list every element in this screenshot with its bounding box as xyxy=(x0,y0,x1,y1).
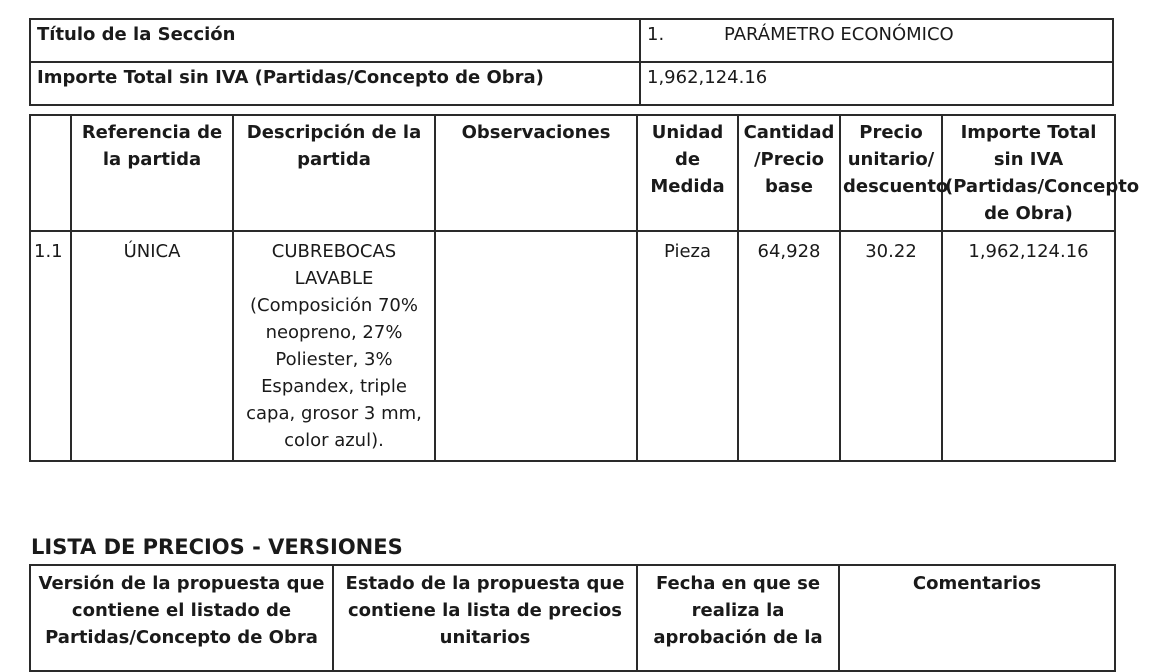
row-unit-price: 30.22 xyxy=(840,231,942,461)
versions-table xyxy=(29,564,1116,672)
section-total-row xyxy=(30,62,1113,105)
header-unit: Unidad de Medida xyxy=(637,115,738,231)
header-version: Versión de la propuesta que contiene el listado de Partidas/Concepto de Obra xyxy=(30,565,333,671)
header-state: Estado de la propuesta que contiene la lista de precios unitarios xyxy=(333,565,637,671)
table-row xyxy=(30,231,1115,461)
header-approval-date: Fecha en que se realiza la aprobación de la xyxy=(637,565,839,671)
header-observations: Observaciones xyxy=(435,115,637,231)
section-title-number: 1. xyxy=(647,24,665,45)
row-reference: ÚNICA xyxy=(71,231,233,461)
row-observations xyxy=(435,231,637,461)
section-title-label: Título de la Sección xyxy=(30,19,640,62)
row-number: 1.1 xyxy=(30,231,71,461)
header-unit-price: Precio unitario/ descuento xyxy=(840,115,942,231)
lista-precios-title: LISTA DE PRECIOS - VERSIONES xyxy=(31,535,403,559)
row-quantity: 64,928 xyxy=(738,231,840,461)
header-reference: Referencia de la partida xyxy=(71,115,233,231)
row-unit: Pieza xyxy=(637,231,738,461)
section-total-label: Importe Total sin IVA (Partidas/Concepto de Obra) xyxy=(30,62,640,105)
section-total-value: 1,962,124.16 xyxy=(640,62,1113,105)
header-quantity: Cantidad /Precio base xyxy=(738,115,840,231)
row-total: 1,962,124.16 xyxy=(942,231,1115,461)
header-description: Descripción de la partida xyxy=(233,115,435,231)
row-description: CUBREBOCAS LAVABLE (Composición 70% neopreno, 27% Poliester, 3% Espandex, triple capa, grosor 3 mm, color azul). xyxy=(233,231,435,461)
header-total: Importe Total sin IVA (Partidas/Concepto de Obra) xyxy=(942,115,1115,231)
section-title-cell xyxy=(640,19,1113,62)
section-title-value: PARÁMETRO ECONÓMICO xyxy=(724,24,954,45)
items-header-row xyxy=(30,115,1115,231)
items-table xyxy=(29,114,1140,462)
section-info-table xyxy=(29,18,1114,106)
header-index xyxy=(30,115,71,231)
header-comments: Comentarios xyxy=(839,565,1115,671)
versions-header-row xyxy=(30,565,1115,671)
section-title-row xyxy=(30,19,1113,62)
